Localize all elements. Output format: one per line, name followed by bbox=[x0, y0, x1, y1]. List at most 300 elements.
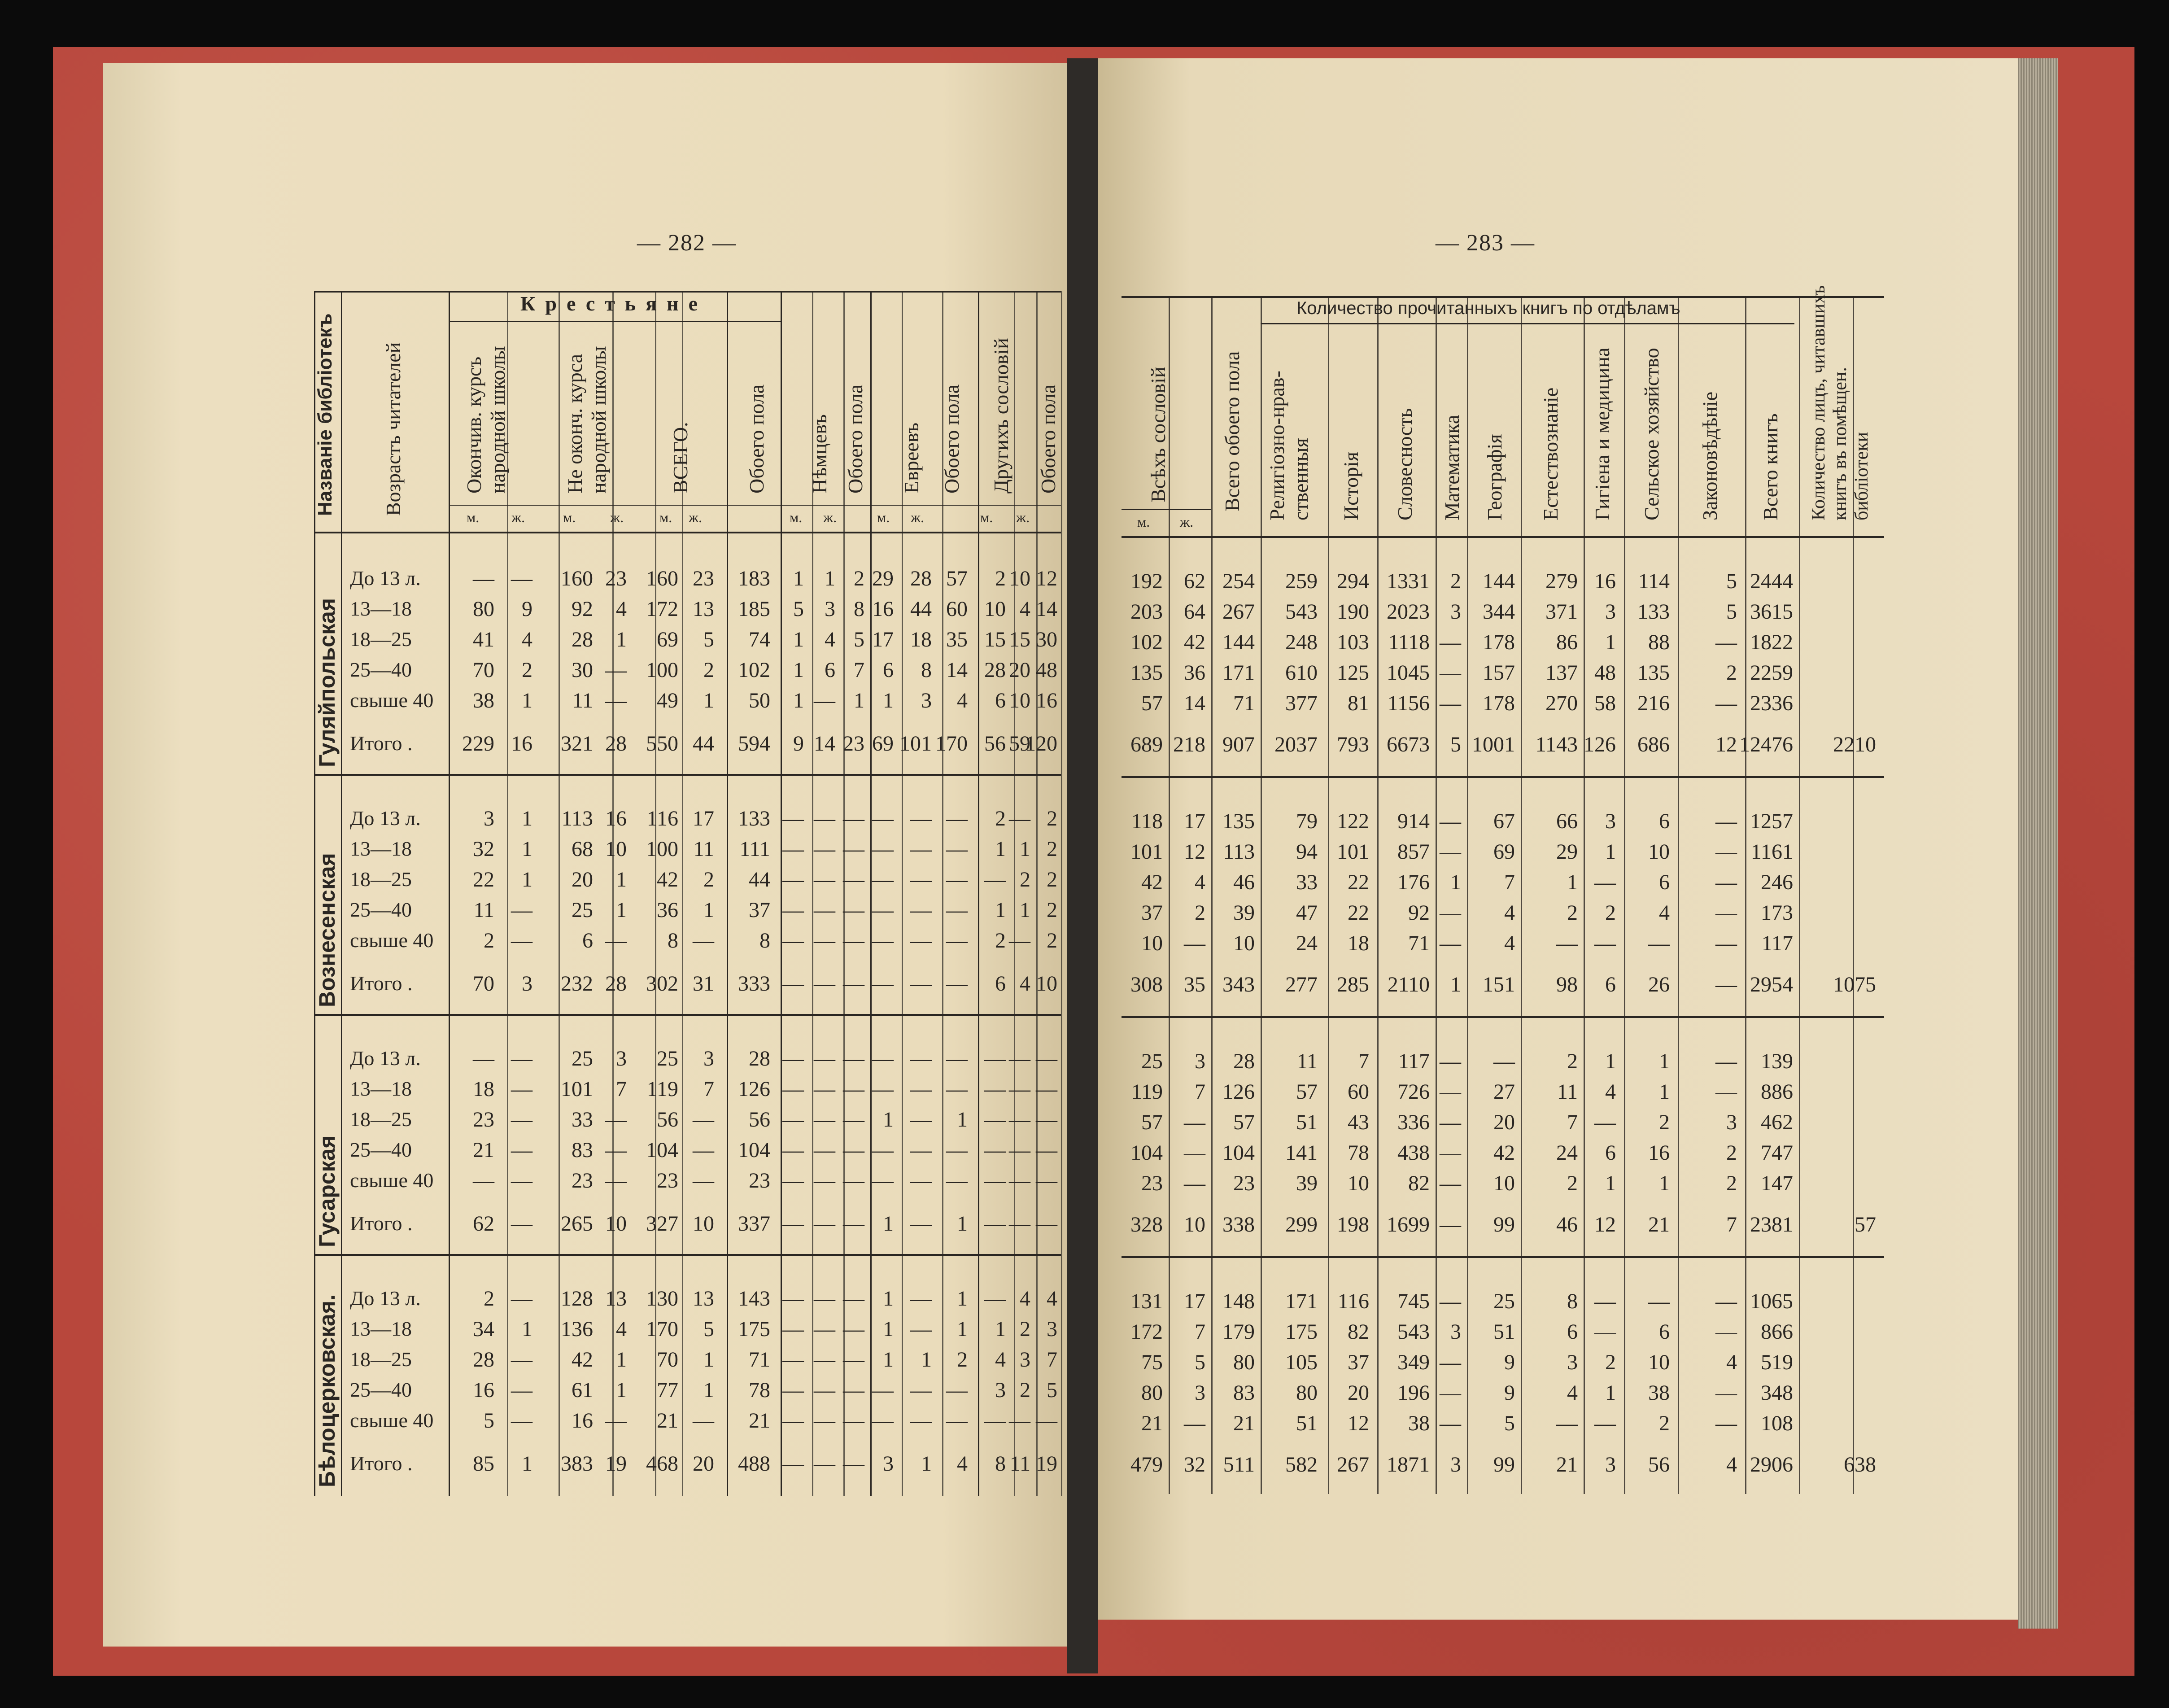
table-cell: — bbox=[1036, 1047, 1057, 1070]
table-cell: 113 bbox=[561, 807, 593, 830]
table-cell: 1161 bbox=[1750, 840, 1793, 864]
table-cell: 5 bbox=[1504, 1411, 1515, 1435]
table-cell: 294 bbox=[1337, 569, 1369, 593]
table-cell: 13 bbox=[605, 1287, 627, 1310]
table-cell: — bbox=[946, 898, 968, 922]
table-cell: 25 bbox=[1493, 1289, 1515, 1313]
table-cell: — bbox=[782, 972, 804, 996]
table-cell: 2 bbox=[522, 658, 532, 682]
table-cell: 16 bbox=[872, 597, 894, 621]
table-cell: — bbox=[984, 1077, 1006, 1101]
table-cell: 308 bbox=[1130, 973, 1163, 996]
table-cell: — bbox=[1440, 809, 1461, 833]
table-cell: 25 bbox=[1141, 1049, 1163, 1073]
table-cell: 6 bbox=[1659, 809, 1670, 833]
table-cell: — bbox=[1715, 1289, 1737, 1313]
block-rule bbox=[314, 1014, 1061, 1016]
table-cell: 120 bbox=[1025, 732, 1057, 756]
table-cell: — bbox=[1715, 840, 1737, 864]
age-label: свыше 40 bbox=[350, 1409, 434, 1432]
table-cell: 4 bbox=[995, 1348, 1006, 1372]
table-cell: — bbox=[782, 1138, 804, 1162]
table-cell: 88 bbox=[1648, 630, 1670, 654]
table-cell: 20 bbox=[1348, 1381, 1369, 1405]
table-cell: 23 bbox=[572, 1169, 593, 1193]
table-cell: — bbox=[814, 1317, 835, 1341]
table-cell: 2 bbox=[703, 868, 714, 891]
age-label: 25—40 bbox=[350, 1378, 412, 1401]
table-cell: 21 bbox=[473, 1138, 494, 1162]
table-cell: — bbox=[814, 1108, 835, 1131]
table-cell: 23 bbox=[657, 1169, 678, 1193]
header-sex-m: м. bbox=[980, 509, 993, 525]
header-religious: Религіозно-нрав- ственныя bbox=[1266, 371, 1312, 520]
table-cell: 3 bbox=[1605, 600, 1616, 624]
table-cell: 170 bbox=[646, 1317, 678, 1341]
table-cell: 327 bbox=[646, 1212, 678, 1236]
table-cell: 42 bbox=[1141, 870, 1163, 894]
table-cell: 1 bbox=[883, 1108, 894, 1131]
table-cell: 267 bbox=[1337, 1453, 1369, 1476]
table-cell: 9 bbox=[522, 597, 532, 621]
table-cell: 148 bbox=[1222, 1289, 1255, 1313]
table-cell: 377 bbox=[1285, 691, 1318, 715]
table-cell: 1 bbox=[1450, 870, 1461, 894]
table-cell: 4 bbox=[957, 689, 968, 712]
table-cell: — bbox=[782, 929, 804, 952]
table-cell: 1331 bbox=[1387, 569, 1430, 593]
table-cell: 31 bbox=[693, 972, 714, 996]
age-label: 18—25 bbox=[350, 628, 412, 651]
header-all-estates: Всѣхъ сословій bbox=[1147, 367, 1170, 502]
table-cell: 56 bbox=[1648, 1453, 1670, 1476]
table-cell: 56 bbox=[749, 1108, 770, 1131]
header-both-sexes: Обоего пола bbox=[745, 384, 768, 494]
table-cell: — bbox=[1440, 1411, 1461, 1435]
header-sex-f: ж. bbox=[689, 509, 703, 525]
table-cell: 86 bbox=[1556, 630, 1578, 654]
table-cell: — bbox=[473, 567, 494, 590]
table-cell: — bbox=[984, 1409, 1006, 1433]
table-cell: 6 bbox=[883, 658, 894, 682]
table-cell: — bbox=[843, 807, 864, 830]
table-cell: 348 bbox=[1761, 1381, 1793, 1405]
table-cell: — bbox=[910, 807, 932, 830]
table-cell: — bbox=[1715, 1320, 1737, 1344]
table-cell: 1 bbox=[522, 837, 532, 861]
table-cell: 638 bbox=[1844, 1453, 1876, 1476]
table-cell: — bbox=[511, 1287, 532, 1310]
table-cell: 28 bbox=[1233, 1049, 1255, 1073]
table-cell: 1257 bbox=[1750, 809, 1793, 833]
table-cell: 344 bbox=[1483, 600, 1515, 624]
table-cell: 21 bbox=[749, 1409, 770, 1433]
table-cell: 57 bbox=[1141, 691, 1163, 715]
table-cell: 43 bbox=[1348, 1110, 1369, 1134]
page-edges bbox=[2018, 58, 2058, 1629]
table-cell: — bbox=[782, 1212, 804, 1236]
age-label: свыше 40 bbox=[350, 929, 434, 952]
table-cell: 3 bbox=[1726, 1110, 1737, 1134]
header-peasants-rule bbox=[449, 321, 781, 322]
table-cell: 1 bbox=[616, 868, 627, 891]
table-cell: 1 bbox=[616, 1348, 627, 1372]
table-cell: — bbox=[872, 929, 894, 952]
table-cell: 1 bbox=[703, 898, 714, 922]
table-cell: 2 bbox=[1047, 868, 1057, 891]
table-cell: 5 bbox=[1450, 733, 1461, 756]
table-cell: 2 bbox=[1659, 1110, 1670, 1134]
table-cell: 5 bbox=[1726, 569, 1737, 593]
table-cell: 438 bbox=[1397, 1141, 1430, 1165]
table-cell: 3 bbox=[1195, 1381, 1205, 1405]
table-cell: 8 bbox=[759, 929, 770, 952]
table-cell: 10 bbox=[605, 1212, 627, 1236]
table-cell: 141 bbox=[1285, 1141, 1318, 1165]
table-cell: 178 bbox=[1483, 691, 1515, 715]
table-cell: — bbox=[910, 1047, 932, 1070]
table-cell: 80 bbox=[473, 597, 494, 621]
table-cell: 12 bbox=[1036, 567, 1057, 590]
table-cell: 20 bbox=[1493, 1110, 1515, 1134]
table-cell: 2259 bbox=[1750, 661, 1793, 685]
table-cell: — bbox=[814, 1452, 835, 1476]
table-cell: 75 bbox=[1141, 1350, 1163, 1374]
table-cell: 907 bbox=[1222, 733, 1255, 756]
table-cell: — bbox=[1556, 1411, 1578, 1435]
table-cell: 21 bbox=[1648, 1213, 1670, 1236]
table-cell: 57 bbox=[1141, 1110, 1163, 1134]
table-cell: 6 bbox=[995, 972, 1006, 996]
table-cell: 143 bbox=[738, 1287, 770, 1310]
table-cell: 1 bbox=[995, 898, 1006, 922]
table-cell: 94 bbox=[1296, 840, 1318, 864]
table-cell: 25 bbox=[657, 1047, 678, 1070]
table-cell: 33 bbox=[1296, 870, 1318, 894]
table-cell: 46 bbox=[1556, 1213, 1578, 1236]
table-cell: — bbox=[782, 1317, 804, 1341]
table-cell: 92 bbox=[1408, 901, 1430, 925]
table-cell: 2 bbox=[484, 1287, 494, 1310]
table-cell: 3 bbox=[1567, 1350, 1578, 1374]
table-cell: 57 bbox=[1233, 1110, 1255, 1134]
column-rule bbox=[1467, 296, 1468, 1494]
table-cell: 100 bbox=[646, 658, 678, 682]
table-cell: 1 bbox=[1450, 973, 1461, 996]
table-cell: — bbox=[511, 1378, 532, 1402]
table-cell: 71 bbox=[749, 1348, 770, 1372]
table-cell: — bbox=[1184, 1171, 1205, 1195]
table-cell: 2 bbox=[1047, 807, 1057, 830]
table-cell: 157 bbox=[1483, 661, 1515, 685]
table-cell: 229 bbox=[462, 732, 494, 756]
table-cell: 130 bbox=[646, 1287, 678, 1310]
table-cell: 1 bbox=[616, 1378, 627, 1402]
table-cell: — bbox=[1715, 931, 1737, 955]
table-cell: 70 bbox=[657, 1348, 678, 1372]
table-cell: 151 bbox=[1483, 973, 1515, 996]
table-cell: 4 bbox=[1020, 972, 1030, 996]
header-sex-f: ж. bbox=[511, 509, 525, 525]
header-history: Исторія bbox=[1340, 451, 1362, 520]
table-cell: 1 bbox=[957, 1287, 968, 1310]
table-cell: 1 bbox=[957, 1212, 968, 1236]
table-cell: 179 bbox=[1222, 1320, 1255, 1344]
table-cell: 42 bbox=[1184, 630, 1205, 654]
table-cell: — bbox=[814, 1047, 835, 1070]
table-cell: 1 bbox=[522, 868, 532, 891]
table-cell: — bbox=[984, 1047, 1006, 1070]
header-sex-m: м. bbox=[467, 509, 480, 525]
table-cell: 116 bbox=[1337, 1289, 1369, 1313]
header-reader-age: Возрастъ читателей bbox=[382, 342, 405, 516]
table-cell: — bbox=[984, 1169, 1006, 1193]
table-cell: 3 bbox=[1047, 1317, 1057, 1341]
table-cell: — bbox=[605, 1169, 627, 1193]
age-label: 18—25 bbox=[350, 1108, 412, 1131]
table-cell: 119 bbox=[646, 1077, 678, 1101]
table-cell: 747 bbox=[1761, 1141, 1793, 1165]
table-cell: — bbox=[910, 1378, 932, 1402]
table-cell: 3 bbox=[825, 597, 835, 621]
table-cell: 32 bbox=[473, 837, 494, 861]
table-cell: — bbox=[605, 1108, 627, 1131]
table-cell: 10 bbox=[1233, 931, 1255, 955]
header-law: Законовѣдѣніе bbox=[1698, 392, 1721, 520]
table-cell: 144 bbox=[1222, 630, 1255, 654]
table-cell: — bbox=[511, 1409, 532, 1433]
table-cell: 26 bbox=[1648, 973, 1670, 996]
table-cell: 4 bbox=[1020, 1287, 1030, 1310]
table-cell: 543 bbox=[1285, 600, 1318, 624]
table-cell: 11 bbox=[473, 898, 494, 922]
table-cell: 479 bbox=[1130, 1453, 1163, 1476]
table-cell: — bbox=[782, 837, 804, 861]
table-cell: — bbox=[782, 1348, 804, 1372]
table-cell: 1 bbox=[883, 1317, 894, 1341]
table-cell: 3 bbox=[995, 1378, 1006, 1402]
table-cell: — bbox=[814, 1169, 835, 1193]
table-cell: 44 bbox=[910, 597, 932, 621]
table-cell: 4 bbox=[1726, 1350, 1737, 1374]
table-cell: 62 bbox=[1184, 569, 1205, 593]
header-total-books: Всего книгъ bbox=[1759, 413, 1782, 520]
table-cell: 178 bbox=[1483, 630, 1515, 654]
table-cell: 16 bbox=[511, 732, 532, 756]
table-cell: — bbox=[1715, 1381, 1737, 1405]
table-cell: 185 bbox=[738, 597, 770, 621]
age-label: До 13 л. bbox=[350, 1287, 421, 1310]
block-rule bbox=[314, 774, 1061, 776]
table-cell: 42 bbox=[572, 1348, 593, 1372]
header-books-read: Количество прочитанныхъ книгъ по отдѣламъ bbox=[1296, 298, 1680, 318]
table-cell: — bbox=[946, 1077, 968, 1101]
table-cell: 265 bbox=[561, 1212, 593, 1236]
column-rule bbox=[1799, 296, 1800, 1494]
column-rule bbox=[781, 291, 782, 1496]
table-cell: 4 bbox=[1504, 931, 1515, 955]
table-cell: 117 bbox=[1761, 931, 1793, 955]
table-cell: 12 bbox=[1715, 733, 1737, 756]
table-cell: 254 bbox=[1222, 569, 1255, 593]
table-cell: 44 bbox=[749, 868, 770, 891]
table-cell: 1 bbox=[522, 1317, 532, 1341]
table-cell: — bbox=[1594, 1289, 1616, 1313]
table-cell: — bbox=[693, 1108, 714, 1131]
library-name: Гусарская bbox=[314, 1135, 340, 1247]
table-cell: 25 bbox=[572, 1047, 593, 1070]
age-label: 18—25 bbox=[350, 1348, 412, 1371]
table-cell: 886 bbox=[1761, 1080, 1793, 1104]
table-cell: 4 bbox=[1195, 870, 1205, 894]
table-cell: 13 bbox=[693, 597, 714, 621]
table-cell: 192 bbox=[1130, 569, 1163, 593]
table-cell: 135 bbox=[1222, 809, 1255, 833]
table-cell: — bbox=[782, 1452, 804, 1476]
table-cell: 71 bbox=[1233, 691, 1255, 715]
table-cell: 2 bbox=[484, 929, 494, 952]
table-cell: — bbox=[843, 1378, 864, 1402]
table-cell: 56 bbox=[657, 1108, 678, 1131]
table-cell: — bbox=[1594, 1320, 1616, 1344]
table-cell: 82 bbox=[1408, 1171, 1430, 1195]
table-cell: 14 bbox=[814, 732, 835, 756]
header-germans: Нѣмцевъ bbox=[808, 414, 831, 494]
table-cell: — bbox=[814, 1287, 835, 1310]
table-cell: 2 bbox=[1195, 901, 1205, 925]
table-cell: — bbox=[1440, 1141, 1461, 1165]
table-cell: — bbox=[1440, 691, 1461, 715]
table-cell: 25 bbox=[572, 898, 593, 922]
column-rule bbox=[1678, 296, 1679, 1494]
table-cell: 32 bbox=[1184, 1453, 1205, 1476]
table-cell: — bbox=[1440, 840, 1461, 864]
header-peasants: Крестьяне bbox=[520, 292, 708, 315]
table-cell: 21 bbox=[1556, 1453, 1578, 1476]
table-cell: — bbox=[1184, 1141, 1205, 1165]
age-label: 25—40 bbox=[350, 1138, 412, 1161]
table-cell: 349 bbox=[1397, 1350, 1430, 1374]
table-cell: — bbox=[843, 1169, 864, 1193]
table-cell: 6 bbox=[995, 689, 1006, 712]
block-rule bbox=[314, 1254, 1061, 1256]
header-sex-m: м. bbox=[877, 509, 890, 525]
column-rule bbox=[1745, 296, 1746, 1494]
table-cell: 267 bbox=[1222, 600, 1255, 624]
table-cell: 28 bbox=[749, 1047, 770, 1070]
table-cell: — bbox=[946, 1047, 968, 1070]
age-label: Итого . bbox=[350, 972, 413, 995]
table-cell: 33 bbox=[572, 1108, 593, 1131]
table-cell: 3 bbox=[1450, 1320, 1461, 1344]
table-cell: 1 bbox=[1605, 1171, 1616, 1195]
table-cell: — bbox=[1594, 1411, 1616, 1435]
table-cell: 103 bbox=[1337, 630, 1369, 654]
table-cell: 302 bbox=[646, 972, 678, 996]
table-cell: 7 bbox=[616, 1077, 627, 1101]
table-cell: — bbox=[910, 972, 932, 996]
table-cell: 11 bbox=[693, 837, 714, 861]
table-cell: — bbox=[1440, 1049, 1461, 1073]
table-cell: 29 bbox=[872, 567, 894, 590]
age-label: До 13 л. bbox=[350, 807, 421, 830]
header-library-name: Названіе библіотекъ bbox=[314, 313, 336, 516]
table-cell: 38 bbox=[473, 689, 494, 712]
table-cell: 1 bbox=[957, 1317, 968, 1341]
table-cell: — bbox=[1440, 1350, 1461, 1374]
table-cell: 139 bbox=[1761, 1049, 1793, 1073]
table-cell: — bbox=[814, 929, 835, 952]
table-cell: 39 bbox=[1296, 1171, 1318, 1195]
table-cell: — bbox=[473, 1169, 494, 1193]
table-cell: — bbox=[843, 1317, 864, 1341]
table-cell: — bbox=[1715, 973, 1737, 996]
table-cell: 104 bbox=[1222, 1141, 1255, 1165]
table-cell: — bbox=[814, 1348, 835, 1372]
table-cell: 1 bbox=[1020, 898, 1030, 922]
table-cell: — bbox=[1036, 1077, 1057, 1101]
table-cell: 2 bbox=[1726, 661, 1737, 685]
table-cell: 28 bbox=[473, 1348, 494, 1372]
table-cell: — bbox=[1440, 931, 1461, 955]
table-cell: — bbox=[782, 1287, 804, 1310]
table-cell: 8 bbox=[854, 597, 864, 621]
table-cell: — bbox=[910, 1212, 932, 1236]
header-agriculture: Сельское хозяйство bbox=[1640, 348, 1663, 520]
table-cell: 18 bbox=[473, 1077, 494, 1101]
table-cell: 5 bbox=[793, 597, 804, 621]
table-cell: — bbox=[872, 1077, 894, 1101]
table-cell: 2023 bbox=[1387, 600, 1430, 624]
table-cell: 1 bbox=[616, 628, 627, 651]
header-bottom-rule bbox=[314, 532, 1061, 533]
table-cell: 85 bbox=[473, 1452, 494, 1476]
table-cell: — bbox=[1184, 1110, 1205, 1134]
table-cell: 1 bbox=[883, 1212, 894, 1236]
table-cell: — bbox=[511, 567, 532, 590]
header-jews: Евреевъ bbox=[900, 422, 923, 494]
table-cell: — bbox=[946, 868, 968, 891]
table-cell: 16 bbox=[605, 807, 627, 830]
table-cell: 726 bbox=[1397, 1080, 1430, 1104]
table-cell: 4 bbox=[616, 597, 627, 621]
table-cell: 1 bbox=[1659, 1171, 1670, 1195]
table-cell: 3 bbox=[1450, 600, 1461, 624]
table-cell: 5 bbox=[484, 1409, 494, 1433]
table-cell: — bbox=[1036, 1212, 1057, 1236]
table-cell: 28 bbox=[984, 658, 1006, 682]
table-cell: 1699 bbox=[1387, 1213, 1430, 1236]
table-cell: 7 bbox=[1567, 1110, 1578, 1134]
table-cell: 259 bbox=[1285, 569, 1318, 593]
table-cell: — bbox=[782, 807, 804, 830]
table-cell: — bbox=[814, 972, 835, 996]
table-cell: 70 bbox=[473, 658, 494, 682]
age-label: 25—40 bbox=[350, 898, 412, 921]
table-cell: 4 bbox=[1567, 1381, 1578, 1405]
table-cell: 3 bbox=[1605, 1453, 1616, 1476]
table-cell: — bbox=[1715, 1049, 1737, 1073]
table-cell: — bbox=[1594, 931, 1616, 955]
table-cell: — bbox=[605, 1138, 627, 1162]
table-cell: 16 bbox=[1648, 1141, 1670, 1165]
table-cell: 3 bbox=[883, 1452, 894, 1476]
table-cell: 111 bbox=[739, 837, 770, 861]
header-books-rule bbox=[1261, 323, 1794, 324]
table-cell: — bbox=[814, 898, 835, 922]
table-cell: 7 bbox=[1195, 1320, 1205, 1344]
table-cell: 216 bbox=[1637, 691, 1670, 715]
